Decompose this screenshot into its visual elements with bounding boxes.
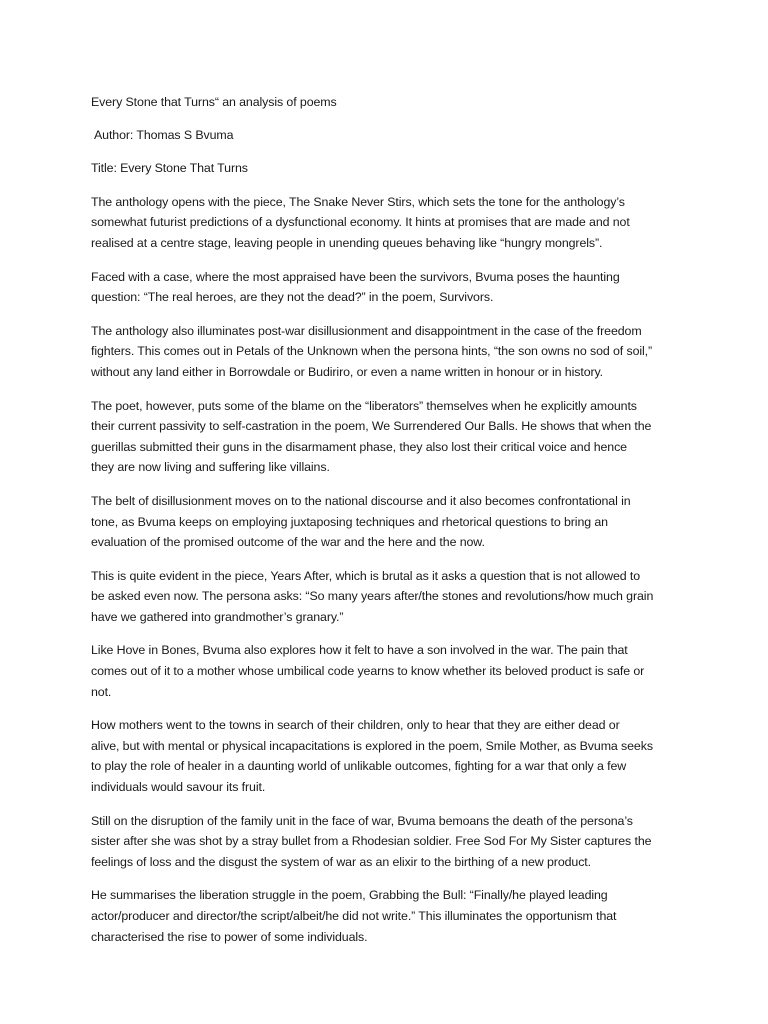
- document-heading: [91, 92, 691, 113]
- paragraph-line: to play the role of healer in a daunting world of unlikable outcomes, fighting for a war that only a few: [91, 759, 627, 774]
- paragraph: [91, 566, 691, 628]
- paragraph-line: alive, but with mental or physical incapacitations is explored in the poem, Smile Mother, as Bvuma seeks: [91, 738, 653, 753]
- paragraph-line: they are now living and suffering like villains.: [91, 460, 330, 475]
- paragraph: [91, 640, 691, 702]
- paragraph-line: question: “The real heroes, are they not the dead?” in the poem, Survivors.: [91, 290, 494, 305]
- paragraph-line: tone, as Bvuma keeps on employing juxtaposing techniques and rhetorical questions to bring an: [91, 514, 608, 529]
- paragraph: [91, 715, 691, 797]
- paragraph-line: actor/producer and director/the script/albeit/he did not write.” This illuminates the opportunism that: [91, 909, 617, 923]
- paragraph-line: This is quite evident in the piece, Years After, which is brutal as it asks a question that is not allowed to: [91, 568, 641, 583]
- paragraph-line: The belt of disillusionment moves on to the national discourse and it also becomes confrontational in: [91, 493, 631, 508]
- paragraph: [91, 811, 691, 873]
- paragraph-line: The anthology also illuminates post-war disillusionment and disappointment in the case of the freedom: [91, 323, 642, 338]
- paragraph-line: feelings of loss and the disgust the system of war as an elixir to the birthing of a new product.: [91, 854, 591, 869]
- paragraph-line: characterised the rise to power of some individuals.: [91, 929, 368, 944]
- paragraph-line: their current passivity to self-castration in the poem, We Surrendered Our Balls. He shows that when the: [91, 419, 652, 434]
- paragraph-line: Like Hove in Bones, Bvuma also explores how it felt to have a son involved in the war. The pain that: [91, 643, 628, 658]
- paragraph-line: comes out of it to a mother whose umbilical code yearns to know whether its beloved product is safe or: [91, 664, 645, 679]
- paragraph-line: individuals would savour its fruit.: [91, 780, 266, 795]
- author-text: Author: Thomas S Bvuma: [94, 127, 234, 142]
- paragraph-line: somewhat futurist predictions of a dysfunctional economy. It hints at promises that are made and not: [91, 215, 630, 230]
- title-text: Title: Every Stone That Turns: [91, 161, 248, 176]
- paragraph: [91, 321, 691, 383]
- heading-text: Every Stone that Turns“ an analysis of poems: [91, 95, 337, 109]
- document-body: [91, 192, 691, 947]
- document-title: [91, 158, 691, 179]
- paragraph-line: not.: [91, 684, 112, 699]
- paragraph-line: without any land either in Borrowdale or Budiriro, or even a name written in honour or in history.: [91, 364, 604, 379]
- paragraph: [91, 491, 691, 553]
- paragraph-line: realised at a centre stage, leaving people in unending queues behaving like “hungry mongrels”.: [91, 235, 603, 250]
- paragraph-line: The poet, however, puts some of the blame on the “liberators” themselves when he explicitly amounts: [91, 398, 637, 413]
- document-page: [91, 92, 691, 960]
- document-author: [91, 125, 691, 146]
- paragraph: [91, 192, 691, 254]
- paragraph-line: Still on the disruption of the family unit in the face of war, Bvuma bemoans the death of the persona’s: [91, 813, 633, 828]
- paragraph-line: guerillas submitted their guns in the disarmament phase, they also lost their critical voice and hence: [91, 439, 627, 454]
- paragraph-line: evaluation of the promised outcome of the war and the here and the now.: [91, 535, 485, 550]
- paragraph-line: be asked even now. The persona asks: “So many years after/the stones and revolutions/how much grain: [91, 589, 654, 604]
- paragraph-line: The anthology opens with the piece, The Snake Never Stirs, which sets the tone for the anthology’s: [91, 194, 625, 209]
- paragraph-line: Faced with a case, where the most appraised have been the survivors, Bvuma poses the haunting: [91, 269, 620, 284]
- paragraph: [91, 885, 691, 947]
- paragraph: [91, 396, 691, 478]
- paragraph: [91, 267, 691, 308]
- paragraph-line: fighters. This comes out in Petals of the Unknown when the persona hints, “the son owns no sod of soil,”: [91, 344, 653, 359]
- paragraph-line: have we gathered into grandmother’s granary.”: [91, 609, 344, 624]
- paragraph-line: He summarises the liberation struggle in the poem, Grabbing the Bull: “Finally/he played leading: [91, 888, 608, 903]
- paragraph-line: How mothers went to the towns in search of their children, only to hear that they are either dead or: [91, 718, 620, 733]
- paragraph-line: sister after she was shot by a stray bullet from a Rhodesian soldier. Free Sod For My Sister captures the: [91, 834, 652, 849]
